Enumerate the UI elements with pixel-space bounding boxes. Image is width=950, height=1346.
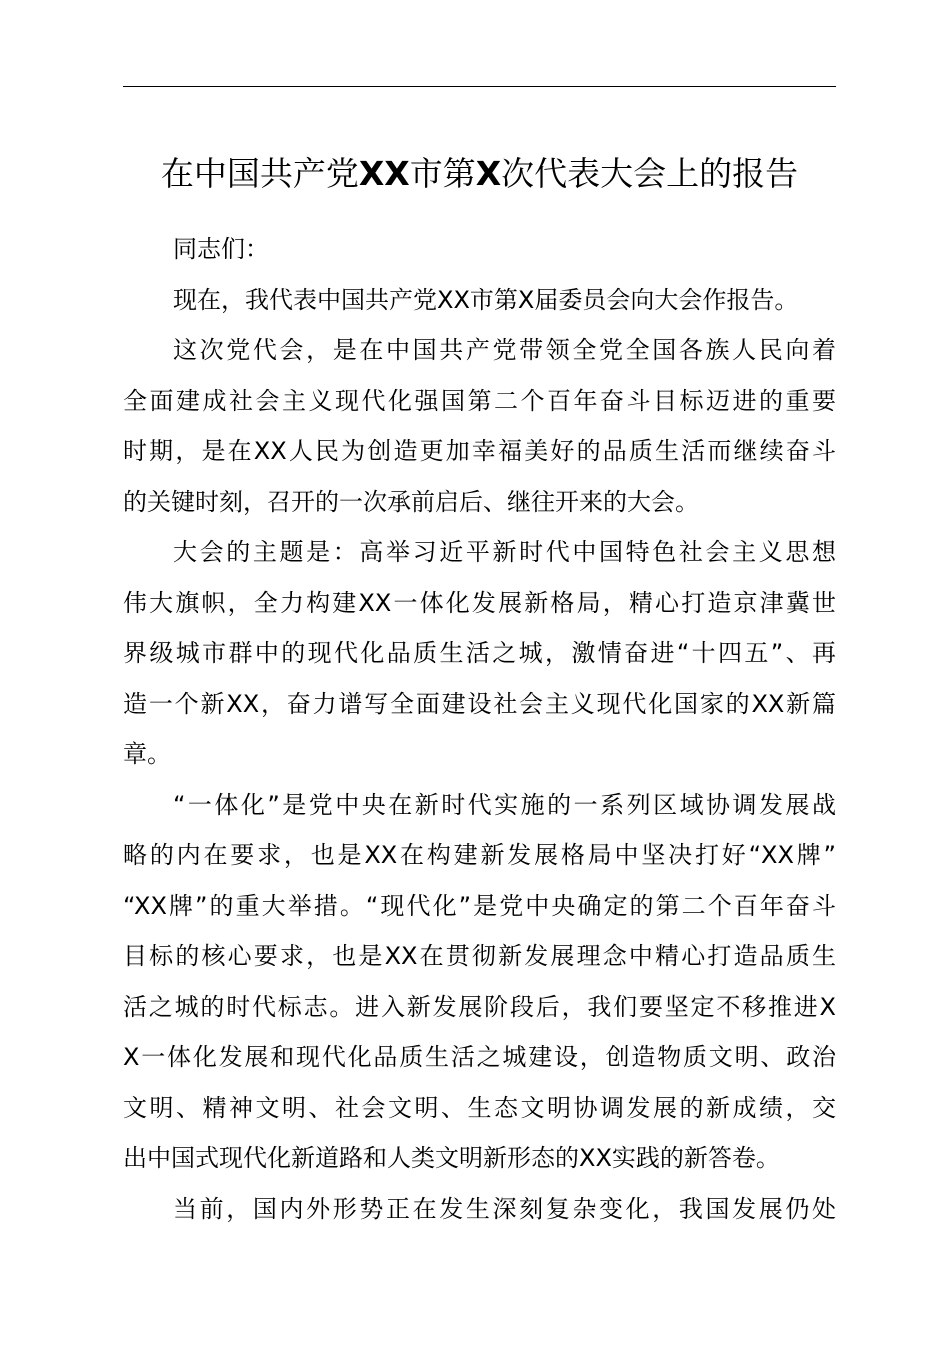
document-body: [123, 224, 836, 1234]
text-line: 章。: [123, 740, 171, 768]
text-line: X一体化发展和现代化品质生活之城建设，创造物质文明、政治: [123, 1043, 836, 1071]
title-bold-1: XX: [358, 154, 410, 193]
title-part-1: 在中国共产党: [160, 154, 359, 193]
text-line: “XX牌”的重大举措。“现代化”是党中央确定的第二个百年奋斗: [123, 891, 836, 920]
text-line: 文明、精神文明、社会文明、生态文明协调发展的新成绩，交: [123, 1093, 836, 1122]
text-line: “一体化”是党中央在新时代实施的一系列区域协调发展战: [173, 790, 836, 819]
text-line: 时期，是在XX人民为创造更加幸福美好的品质生活而继续奋斗: [123, 437, 836, 465]
text-line: 活之城的时代标志。进入新发展阶段后，我们要坚定不移推进X: [123, 992, 836, 1021]
text-line: 造一个新XX，奋力谱写全面建设社会主义现代化国家的XX新篇: [123, 689, 836, 718]
document-title: [123, 146, 836, 202]
text-line: 当前，国内外形势正在发生深刻复杂变化，我国发展仍处: [173, 1194, 836, 1223]
text-line: 略的内在要求，也是XX在构建新发展格局中坚决打好“XX牌”: [123, 841, 836, 869]
text-line: 现在，我代表中国共产党XX市第X届委员会向大会作报告。: [173, 285, 799, 314]
text-line: 的关键时刻，召开的一次承前启后、继往开来的大会。: [123, 487, 699, 516]
text-line: 同志们：: [173, 235, 269, 263]
text-line: 出中国式现代化新道路和人类文明新形态的XX实践的新答卷。: [123, 1144, 780, 1172]
title-part-2: 市第: [409, 154, 476, 193]
text-line: 全面建成社会主义现代化强国第二个百年奋斗目标迈进的重要: [123, 386, 836, 415]
text-line: 伟大旗帜，全力构建XX一体化发展新格局，精心打造京津冀世: [123, 588, 836, 617]
text-line: 界级城市群中的现代化品质生活之城，激情奋进“十四五”、再: [123, 639, 836, 667]
text-line: 目标的核心要求，也是XX在贯彻新发展理念中精心打造品质生: [123, 942, 836, 970]
text-line: 这次党代会，是在中国共产党带领全党全国各族人民向着: [173, 336, 836, 364]
header-rule: [123, 86, 836, 87]
text-line: 大会的主题是：高举习近平新时代中国特色社会主义思想: [173, 538, 836, 566]
title-part-3: 次代表大会上的报告: [501, 154, 799, 193]
title-bold-2: X: [475, 154, 502, 193]
